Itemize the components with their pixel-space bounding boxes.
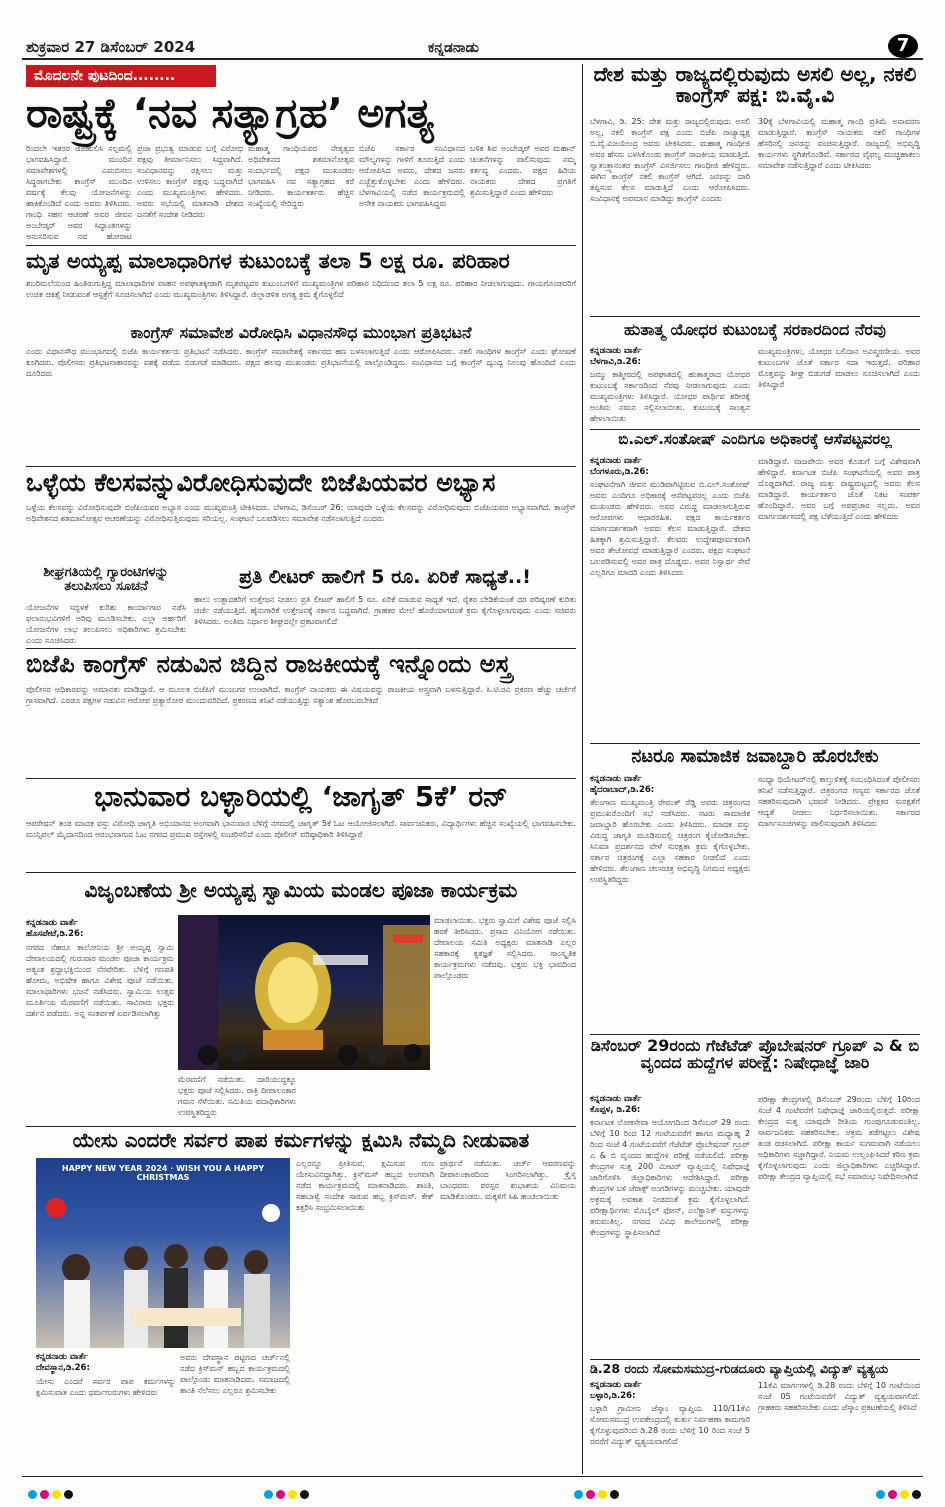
article-text: ಪೊಲೀಸರ ಅಧಿಕಾರವನ್ನು ಅಮಾನತು ಮಾಡಿದ್ದಾರೆ. ಆ ಮೂಲಕ ಬಿಜೆಪಿಗೆ ಮುಜುಗರ ಉಂಟಾಗಿದೆ. ಕಾಂಗ್ರೆಸ್ ನಾಯಕರು ಈ ವಿಷಯವನ್ನು ರಾಜಕೀಯ ಅಸ್ತ್ರವಾಗಿ ಬಳಸುತ್ತಿದ್ದಾರೆ. ಸಿ.ಟಿ.ರವಿ ಪ್ರಕರಣ ಹೆಚ್ಚು ಚರ್ಚೆಗೆ ಗ್ರಾಸವಾಗಿದೆ. ಎರಡೂ ಪಕ್ಷಗಳ ನಡುವಿನ ಆರೋಪ ಪ್ರತ್ಯಾರೋಪ ಮುಂದುವರಿದಿದೆ. ಪ್ರಕರಣದ ತನಿಖೆ ನಡೆಯುತ್ತಿದ್ದು ಸತ್ಯಾಂಶ ಹೊರಬರಬೇಕಿದೆ xyxy=(26,685,576,705)
christmas-illustration xyxy=(36,1158,290,1348)
registration-dot xyxy=(912,1490,921,1499)
registration-dot xyxy=(40,1490,49,1499)
divider xyxy=(590,1034,920,1035)
article-text: ರಿಂದಲೇ ಇತರರ ಜಿಜಿಹುಲಿಸಿ ಸಲ್ಪಮಲ್ಲಿ ಭಾಗವಹಿಸಿದ್ದಾರೆ. ಮುಂದಿನ ಸಮಾವೇಶಗಳಲ್ಲಿ ಎಮಬಿಸಲು ಸಿದ್ಧರಾಗಬೇಕು ಕಾಂಗ್ರೆಸ್ ಮುಂದಿನ ವರ್ಷಕ್ಕೆ ಕೆಲವು ಯೋಜನೆಗಳನ್ನು ಹಾಕಿಕೊಂಡಿದೆ ಎಂದು ಅವರು ತಿಳಿಸಿದರು. ಗಾಂಧಿ ಸಹನ ಆಚರಣೆ ಅವರ ಜೀವನ ಅಂಬೇಡ್ಕರ್ ಅವರ ಸಿದ್ಧಾಂತಗಳನ್ನು ಅನುಸರಿಸುವ ನವ ಹೋರಾಟ xyxy=(26,144,132,241)
headline-guarantees: ಶೀಘ್ರಗತಿಯಲ್ಲಿ ಗ್ಯಾರಂಟಿಗಳನ್ನು ತಲುಪಿಸಲು ಸೂಚನೆ xyxy=(43,565,169,594)
article-text: ಕರ್ನಾಟಕ ಲೋಕಸೇವಾ ಆಯೋಗದಿಂದ ಡಿಸೆಂಬರ್ 29 ರಂದು ಬೆಳಿಗ್ಗೆ 10 ರಿಂದ 12 ಗಂಟೆಯವರೆಗೆ ಹಾಗೂ ಮಧ್ಯಾಹ್ನ 2 ರಿಂದ ಸಂಜೆ 4 ಗಂಟೆಯವರೆಗೆ ಗೆಜೆಟೆಡ್ ಪ್ರೊಬೇಷನರ್ ಗ್ರೂಪ್ ಎ & ಬಿ ವೃಂದದ ಹುದ್ದೆಗಳ ಪರೀಕ್ಷೆ ನಡೆಯಲಿದೆ. ಪರೀಕ್ಷಾ ಕೇಂದ್ರಗಳ ಸುತ್ತ 200 ಮೀಟರ್ ವ್ಯಾಪ್ತಿಯಲ್ಲಿ ನಿಷೇಧಾಜ್ಞೆ ಜಾರಿಗೊಳಿಸಿ ಜಿಲ್ಲಾಧಿಕಾರಿಗಳು ಆದೇಶಿಸಿದ್ದಾರೆ. ಪರೀಕ್ಷಾ ಕೇಂದ್ರಗಳ ಬಳಿ ಜೆರಾಕ್ಸ್ ಅಂಗಡಿಗಳನ್ನು ಮುಚ್ಚಬೇಕು. ಯಾವುದೇ ಅಕ್ರಮಕ್ಕೆ ಅವಕಾಶ ನೀಡದಂತೆ ಕ್ರಮ ಕೈಗೊಳ್ಳಲಾಗಿದೆ. ಪರೀಕ್ಷಾರ್ಥಿಗಳು ಮೊಬೈಲ್ ಫೋನ್, ಎಲೆಕ್ಟ್ರಾನಿಕ್ ವಸ್ತುಗಳನ್ನು ತರುವಂತಿಲ್ಲ. ನಗರದ ವಿವಿಧ ಕಾಲೇಜುಗಳಲ್ಲಿ ಪರೀಕ್ಷಾ ಕೇಂದ್ರಗಳನ್ನು ಸ್ಥಾಪಿಸಲಾಗಿದೆ xyxy=(590,1118,750,1237)
headline-mandala-pooja: ವಿಜೃಂಬಣೆಯ ಶ್ರೀ ಅಯ್ಯಪ್ಪ ಸ್ವಾಮಿಯ ಮಂಡಲ ಪೂಜಾ ಕಾರ್ಯಕ್ರಮ xyxy=(84,878,518,902)
article-text: ಪ್ರಾರ್ಥನೆ ನಡೆಯಿತು. ಚರ್ಚ್ ಆವರಣವನ್ನು ದೀಪಾಲಂಕಾರದಿಂದ ಸಿಂಗರಿಸಲಾಗಿತ್ತು. ಕ್ರೈಸ್ತ ಬಾಂಧವರು ಪರಸ್ಪರ ಶುಭಾಶಯ ವಿನಿಮಯ ಮಾಡಿಕೊಂಡರು. ಮಕ್ಕಳಿಗೆ ಸಿಹಿ ಹಂಚಲಾಯಿತು xyxy=(440,1159,576,1201)
headline-protest: ಕಾಂಗ್ರೆಸ್ ಸಮಾವೇಶ ವಿರೋಧಿಸಿ ವಿಧಾನಸೌಧ ಮುಂಭಾಗ ಪ್ರತಿಭಟನೆ xyxy=(130,323,472,342)
article-text: ಎಲ್ಲರನ್ನೂ ಪ್ರೀತಿಸುವ, ಕ್ಷಮಿಸುವ ಗುಣ ಯೇಸುವಿನದ್ದಾಗಿತ್ತು. ಕ್ರಿಸ್‌ಮಸ್ ಹಬ್ಬದ ಅಂಗವಾಗಿ ನಡೆದ ಕಾರ್ಯಕ್ರಮದಲ್ಲಿ ಮಾತನಾಡಿದರು. ಶಾಂತಿ, ಸಹಬಾಳ್ವೆ ಸಂದೇಶ ಸಾರುವ ಹಬ್ಬ ಕ್ರಿಸ್‌ಮಸ್. ಕೇಕ್ ಕತ್ತರಿಸಿ ಸಂಭ್ರಮಿಸಲಾಯಿತು xyxy=(296,1159,434,1212)
registration-dot xyxy=(52,1490,61,1499)
newspaper-name: ಕನ್ನಡನಾಡು xyxy=(428,40,479,56)
article-text: ಯೇಸು ಎಂದರೆ ಸರ್ವರ ಪಾಪ ಕರ್ಮಗಳನ್ನು ಕ್ಷಮಿಸುವಾತ ಎಂದು ಧರ್ಮಗುರುಗಳು ಹೇಳಿದರು xyxy=(36,1377,176,1397)
headline-bl-santhosh: ಬಿ.ಎಲ್.ಸಂತೋಷ್ ಎಂದಿಗೂ ಅಧಿಕಾರಕ್ಕೆ ಆಸೆಪಟ್ಟವರಲ್ಲ xyxy=(618,430,892,448)
masthead-rule xyxy=(22,58,923,60)
article-text: ಪರೀಕ್ಷಾ ಕೇಂದ್ರಗಳಲ್ಲಿ ಡಿಸೆಂಬರ್ 29ರಂದು ಬೆಳಿಗ್ಗೆ 10ರಿಂದ ಸಂಜೆ 4 ಗಂಟೆವರೆಗೆ ನಿಷೇಧಾಜ್ಞೆ ಜಾರಿಯಲ್ಲಿರುತ್ತದೆ. ಪರೀಕ್ಷಾ ಕೇಂದ್ರದ ಸುತ್ತ ಯಾವುದೇ ರೀತಿಯ ಗುಂಪುಗೂಡುವಂತಿಲ್ಲ. ಸಾರ್ವಜನಿಕರು ಸಹಕರಿಸಬೇಕು. ಅಕ್ರಮ ತಡೆಗಟ್ಟಲು ವಿಶೇಷ ತಂಡ ರಚಿಸಲಾಗಿದೆ. ಪರೀಕ್ಷಾ ಕಾರ್ಯ ಸುಗಮವಾಗಿ ನಡೆಯಲು ಅಧಿಕಾರಿಗಳು ಸಜ್ಜಾಗಿದ್ದಾರೆ. ನಿಯಮ ಉಲ್ಲಂಘಿಸಿದರೆ ಕಠಿಣ ಕ್ರಮ ಕೈಗೊಳ್ಳಲಾಗುವುದು ಎಂದು ಜಿಲ್ಲಾಧಿಕಾರಿಗಳು ಎಚ್ಚರಿಸಿದ್ದಾರೆ. ಪರೀಕ್ಷಾ ಕೇಂದ್ರದ ವ್ಯಾಪ್ತಿಯಲ್ಲಿ ಸಭೆ ಸಮಾರಂಭ ನಿಷೇಧಿಸಲಾಗಿದೆ xyxy=(758,1095,920,1181)
article-text: ಜಮ್ಮು ಕಾಶ್ಮೀರದಲ್ಲಿ ಅಪಘಾತದಲ್ಲಿ ಹುತಾತ್ಮರಾದ ಯೋಧರ ಕುಟುಂಬಕ್ಕೆ ಸರ್ಕಾರದಿಂದ ನೆರವು ನೀಡಲಾಗುವುದು ಎಂದು ಮುಖ್ಯಮಂತ್ರಿಗಳು ತಿಳಿಸಿದ್ದಾರೆ. ಯೋಧರ ಪಾರ್ಥಿವ ಶರೀರಕ್ಕೆ ಅಂತಿಮ ನಮನ ಸಲ್ಲಿಸಲಾಯಿತು. ಕುಟುಂಬಕ್ಕೆ ಸಾಂತ್ವನ ಹೇಳಲಾಯಿತು xyxy=(590,370,750,423)
registration-dot xyxy=(28,1490,37,1499)
article-text: ಅವರು ದೇವಸ್ಥಾನ ಪಟ್ಟಣದ ಚರ್ಚ್‌ನಲ್ಲಿ ನಡೆದ ಕ್ರಿಸ್‌ಮಸ್ ಹಬ್ಬದ ಕಾರ್ಯಕ್ರಮದಲ್ಲಿ ಪಾಲ್ಗೊಂಡು ಮಾತನಾಡಿದರು. ಸಮಾಜದಲ್ಲಿ ಶಾಂತಿ ನೆಲೆಸಲು ಎಲ್ಲರೂ ಶ್ರಮಿಸಬೇಕು xyxy=(180,1353,290,1395)
registration-dot xyxy=(574,1490,583,1499)
article-text: ಮಾಡಲಾಯಿತು. ಭಕ್ತರು ಸ್ವಾಮಿಗೆ ವಿಶೇಷ ಪೂಜೆ ಸಲ್ಲಿಸಿ ಹರಕೆ ತೀರಿಸಿದರು. ಪ್ರಸಾದ ವಿನಿಯೋಗ ನಡೆಯಿತು. ದೇವಾಲಯ ಸಮಿತಿ ಅಧ್ಯಕ್ಷರು ಮಾತನಾಡಿ ಎಲ್ಲರ ಸಹಕಾರಕ್ಕೆ ಕೃತಜ್ಞತೆ ಸಲ್ಲಿಸಿದರು. ಸಾಂಸ್ಕೃತಿಕ ಕಾರ್ಯಕ್ರಮಗಳು ನಡೆದವು. ಭಕ್ತರು ಭಕ್ತಿ ಭಾವದಿಂದ ಪಾಲ್ಗೊಂಡರು xyxy=(434,916,576,980)
registration-dot xyxy=(586,1490,595,1499)
article-text: ಬೆಳಗಾವಿ, ಡಿ. 25: ದೇಶ ಮತ್ತು ರಾಜ್ಯದಲ್ಲಿರುವುದು ಅಸಲಿ ಅಲ್ಲ, ನಕಲಿ ಕಾಂಗ್ರೆಸ್ ಪಕ್ಷ ಎಂದು ಬಿಜೆಪಿ ರಾಜ್ಯಾಧ್ಯಕ್ಷ ಬಿ.ವೈ.ವಿಜಯೇಂದ್ರ ಅವರು ಟೀಕಿಸಿದರು. ಮಹಾತ್ಮ ಗಾಂಧೀಜಿ ಅವರ ಹೆಸರು ಬಳಸಿಕೊಂಡು ಕಾಂಗ್ರೆಸ್ ರಾಜಕೀಯ ಮಾಡುತ್ತಿದೆ. ಸ್ವಾತಂತ್ರ್ಯಾನಂತರ ಕಾಂಗ್ರೆಸ್ ವಿಸರ್ಜಿಸಲು ಗಾಂಧೀಜಿ ಹೇಳಿದ್ದರು. ಈಗಿನ ಕಾಂಗ್ರೆಸ್ ನಕಲಿ ಕಾಂಗ್ರೆಸ್ ಆಗಿದೆ. ಜನರನ್ನು ದಾರಿ ತಪ್ಪಿಸುವ ಕೆಲಸ ಮಾಡುತ್ತಿದೆ ಎಂದು ಆರೋಪಿಸಿದರು. ಸಂವಿಧಾನಕ್ಕೆ ಅಪಮಾನ ಮಾಡಿದ್ದು ಕಾಂಗ್ರೆಸ್ ಎಂದರು xyxy=(590,117,750,203)
article-text: ಮೆರವಣಿಗೆ ನಡೆಯಿತು. ದಾರಿಯುದ್ದಕ್ಕೂ ಭಕ್ತರು ಪೂಜೆ ಸಲ್ಲಿಸಿದರು. ರಾತ್ರಿ ದೀಪಾಲಂಕಾರ ಗಮನ ಸೆಳೆಯಿತು. ಸಮಿತಿಯ ಪದಾಧಿಕಾರಿಗಳು ಉಪಸ್ಥಿತರಿದ್ದರು xyxy=(178,1075,296,1117)
article-text: ಹಾಲು ಉತ್ಪಾದಕರಿಗೆ ಉತ್ತೇಜನ ನೀಡಲು ಪ್ರತಿ ಲೀಟರ್ ಹಾಲಿಗೆ 5 ರೂ. ಏರಿಕೆ ಮಾಡುವ ಸಾಧ್ಯತೆ ಇದೆ. ರೈತರ ಬೇಡಿಕೆಯಂತೆ ದರ ಪರಿಷ್ಕರಣೆ ಕುರಿತು ಚರ್ಚೆ ನಡೆಯುತ್ತಿದೆ. ಹೈನುಗಾರಿಕೆ ಉತ್ತೇಜನಕ್ಕೆ ಸರ್ಕಾರ ಬದ್ಧವಾಗಿದೆ. ಗ್ರಾಹಕರ ಮೇಲೆ ಹೊರೆಯಾಗದಂತೆ ಕ್ರಮ ಕೈಗೊಳ್ಳಲಾಗುವುದು ಎಂದು ಸಚಿವರು ತಿಳಿಸಿದರು. ಅಂತಿಮ ನಿರ್ಧಾರ ಶೀಘ್ರದಲ್ಲೇ ಪ್ರಕಟವಾಗಲಿದೆ xyxy=(194,595,576,626)
photo-ayyappa-procession xyxy=(178,915,430,1070)
photo-christmas-event xyxy=(36,1158,290,1348)
divider xyxy=(590,1359,920,1360)
headline-jagruth-run: ಭಾನುವಾರ ಬಳ್ಳಾರಿಯಲ್ಲಿ ‘ಜಾಗೃತ್ 5ಕೆ’ ರನ್ xyxy=(94,780,508,813)
byline-source: ಕನ್ನಡನಾಡು ವಾರ್ತೆ xyxy=(590,456,642,466)
byline-place: ದೇವಸ್ಥಾನ,ಡಿ.26: xyxy=(36,1363,90,1373)
article-text: ನಗರದ ನೆಹರೂ ಕಾಲೋನಿಯ ಶ್ರೀ ಅಯ್ಯಪ್ಪ ಸ್ವಾಮಿ ದೇವಾಲಯದಲ್ಲಿ ಗುರುವಾರ ಮಂಡಲ ಪೂಜಾ ಕಾರ್ಯಕ್ರಮ ಅತ್ಯಂತ ಶ್ರದ್ಧಾಭಕ್ತಿಯಿಂದ ನೆರವೇರಿತು. ಬೆಳಿಗ್ಗೆ ಗಣಪತಿ ಹೋಮ, ಅಭಿಷೇಕ ಹಾಗೂ ವಿಶೇಷ ಪೂಜೆ ನಡೆಯಿತು. ಮಾಲಾಧಾರಿಗಳು ಭಜನೆ ನಡೆಸಿದರು. ಸ್ವಾಮಿಯ ಉತ್ಸವ ಮೂರ್ತಿಯ ಮೆರವಣಿಗೆ ನಡೆಯಿತು. ಸಾವಿರಾರು ಭಕ್ತರು ದರ್ಶನ ಪಡೆದರು. ಅನ್ನ ಸಂತರ್ಪಣೆ ಏರ್ಪಡಿಸಲಾಗಿತ್ತು xyxy=(26,943,174,1018)
registration-dot xyxy=(288,1490,297,1499)
article-text: ಸಂಘಟನೆಗಾಗಿ ಜೀವನ ಮುಡಿಪಾಗಿಟ್ಟಿರುವ ಬಿ.ಎಲ್.ಸಂತೋಷ್ ಅವರು ಎಂದಿಗೂ ಅಧಿಕಾರಕ್ಕೆ ಆಸೆಪಟ್ಟವರಲ್ಲ ಎಂದು ಬಿಜೆಪಿ ಮುಖಂಡರು ಹೇಳಿದರು. ಅವರ ವಿರುದ್ಧ ಮಾಡಲಾಗುತ್ತಿರುವ ಆರೋಪಗಳು ಆಧಾರರಹಿತ. ಪಕ್ಷದ ಕಾರ್ಯಕರ್ತರ ಮಾರ್ಗದರ್ಶಕರಾಗಿ ಅವರು ಕೆಲಸ ಮಾಡುತ್ತಿದ್ದಾರೆ. ದೇಶದ ಹಿತಕ್ಕಾಗಿ ಶ್ರಮಿಸುತ್ತಿದ್ದಾರೆ. ಕೆಲವರು ಉದ್ದೇಶಪೂರ್ವಕವಾಗಿ ಅವರ ತೇಜೋವಧೆ ಮಾಡುತ್ತಿದ್ದಾರೆ ಎಂದರು. ಪಕ್ಷದ ಸಂಘಟನೆ ಬಲಪಡಿಸುವಲ್ಲಿ ಅವರ ಪಾತ್ರ ದೊಡ್ಡದು. ಅವರ ನಿಸ್ವಾರ್ಥ ಸೇವೆ ಎಲ್ಲರಿಗೂ ಮಾದರಿ ಎಂದು ತಿಳಿಸಿದರು xyxy=(590,480,750,577)
byline-place: ಹೊಸಪೇಟೆ,ಡಿ.26: xyxy=(26,929,84,939)
byline-place: ಬಳ್ಳಾರಿ,ಡಿ.26: xyxy=(590,1391,636,1401)
issue-date: ಶುಕ್ರವಾರ 27 ಡಿಸೆಂಬರ್ 2024 xyxy=(26,38,196,56)
event-banner-text: HAPPY NEW YEAR 2024 · WISH YOU A HAPPY CHRISTMAS xyxy=(61,1164,265,1182)
article-text: ಸಂಧ್ಯಾ ಥಿಯೇಟರ್‌ನಲ್ಲಿ ಕಾಲ್ತುಳಿತಕ್ಕೆ ಸಂಬಂಧಿಸಿದಂತೆ ಪೊಲೀಸರು ತನಿಖೆ ನಡೆಸುತ್ತಿದ್ದಾರೆ. ಚಿತ್ರರಂಗದ ಗಣ್ಯರು ಸರ್ಕಾರದ ಜೊತೆ ಸಹಕರಿಸುವುದಾಗಿ ಭರವಸೆ ನೀಡಿದರು. ಪ್ರೇಕ್ಷಕರ ಸುರಕ್ಷತೆಗೆ ಆದ್ಯತೆ ನೀಡಲು ನಿರ್ಧರಿಸಲಾಯಿತು. ಸರ್ಕಾರದ ಮಾರ್ಗಸೂಚಿಗಳನ್ನು ಪಾಲಿಸುವುದಾಗಿ ತಿಳಿಸಿದರು xyxy=(758,775,920,828)
divider xyxy=(26,1126,576,1127)
article-text: ಯೋಜನೆಗಳ ಸದ್ಬಳಕೆ ಕುರಿತು ಕಾರ್ಯಾಗಾರ ನಡೆಸಿ ಫಲಾನುಭವಿಗಳಿಗೆ ಅರಿವು ಮೂಡಿಸಬೇಕು. ಎಲ್ಲಾ ಅರ್ಹರಿಗೆ ಯೋಜನೆಗಳ ಲಾಭ ತಲುಪಿಸಲು ಅಧಿಕಾರಿಗಳು ಶ್ರಮಿಸಬೇಕು ಎಂದು ಸೂಚಿಸಿದರು xyxy=(26,603,186,645)
headline-power-outage: ಡಿ.28 ರಂದು ಸೋಮಸಮುದ್ರ-ಗುಡದೂರು ವ್ಯಾಪ್ತಿಯಲ್ಲಿ ವಿದ್ಯುತ್ ವ್ಯತ್ಯಯ xyxy=(590,1361,889,1376)
byline-source: ಕನ್ನಡನಾಡು ವಾರ್ತೆ xyxy=(590,774,642,784)
article-text: ಶಬರಿಮಲೆಯಿಂದ ಹಿಂತಿರುಗುತ್ತಿದ್ದ ಮಾಲಾಧಾರಿಗಳ ವಾಹನ ಅಪಘಾತಕ್ಕೀಡಾಗಿ ಮೃತಪಟ್ಟವರ ಕುಟುಂಬಗಳಿಗೆ ಮುಖ್ಯಮಂತ್ರಿಗಳ ಪರಿಹಾರ ನಿಧಿಯಿಂದ ತಲಾ 5 ಲಕ್ಷ ರೂ. ಪರಿಹಾರ ನೀಡಲಾಗುವುದು. ಗಾಯಗೊಂಡವರಿಗೆ ಉಚಿತ ಚಿಕಿತ್ಸೆ ನೀಡುವಂತೆ ಆಸ್ಪತ್ರೆಗೆ ಸೂಚಿಸಲಾಗಿದೆ ಎಂದು ಮುಖ್ಯಮಂತ್ರಿಗಳು ತಿಳಿಸಿದ್ದಾರೆ. ಜಿಲ್ಲಾಡಳಿತ ಅಗತ್ಯ ಕ್ರಮ ಕೈಗೊಳ್ಳಲಿದೆ xyxy=(26,279,576,299)
headline-political-weapon: ಬಿಜೆಪಿ ಕಾಂಗ್ರೆಸ್ ನಡುವಿನ ಜಿದ್ದಿನ ರಾಜಕೀಯಕ್ಕೆ ಇನ್ನೊಂದು ಅಸ್ತ್ರ xyxy=(26,650,512,678)
headline-milk-price: ಪ್ರತಿ ಲೀಟರ್ ಹಾಲಿಗೆ 5 ರೂ. ಏರಿಕೆ ಸಾಧ್ಯತೆ..! xyxy=(239,566,531,588)
procession-illustration xyxy=(178,915,430,1070)
divider xyxy=(590,316,920,317)
registration-dot xyxy=(300,1490,309,1499)
byline-source: ಕನ್ನಡನಾಡು ವಾರ್ತೆ xyxy=(590,1094,642,1104)
article-text: 30ಕ್ಕೆ ಬೆಳಗಾವಿಯಲ್ಲಿ ಮಹಾತ್ಮ ಗಾಂಧಿ ಪ್ರತಿಮೆ ಅನಾವರಣ ಮಾಡುತ್ತಿದ್ದಾರೆ. ಕಾಂಗ್ರೆಸ್ ನಾಯಕರು ನಕಲಿ ಗಾಂಧಿಗಳ ಹೆಸರಿನಲ್ಲಿ ಜನರನ್ನು ವಂಚಿಸುತ್ತಿದ್ದಾರೆ. ರಾಜ್ಯದಲ್ಲಿ ಅಭಿವೃದ್ಧಿ ಕಾರ್ಯಗಳು ಸ್ಥಗಿತಗೊಂಡಿವೆ. ಸರ್ಕಾರದ ವೈಫಲ್ಯ ಮುಚ್ಚಿಹಾಕಲು ಸಮಾವೇಶ ನಡೆಸುತ್ತಿದ್ದಾರೆ ಎಂದು ಟೀಕಿಸಿದರು xyxy=(758,117,920,170)
divider xyxy=(26,778,576,779)
headline-bjp-habit: ಒಳ್ಳೆಯ ಕೆಲಸವನ್ನುವಿರೋಧಿಸುವುದೇ ಬಿಜೆಪಿಯವರ ಅಭ್ಯಾಸ xyxy=(26,468,496,497)
article-text: ಬಳಿಕ ಶಿವ ಅಂಬೇಡ್ಕರ್ ಅವರ ಮಹಾನ್ ಚಿಂತನೆಗಳನ್ನು ಪಾಲಿಸುವುದು ನಮ್ಮ ಕರ್ತವ್ಯ ಎಂದರು. ಪಕ್ಷದ ಹಿರಿಯ ನಾಯಕರು ದೇಶದ ಪ್ರಗತಿಗೆ ಶ್ರಮಿಸುತ್ತಿದ್ದಾರೆ ಎಂದು ಹೇಳಿದರು xyxy=(470,144,576,197)
byline-source: ಕನ್ನಡನಾಡು ವಾರ್ತೆ xyxy=(590,346,642,356)
article-text: 11ಕೆವಿ ಮಾರ್ಗಗಳಲ್ಲಿ ಡಿ.28 ರಂದು ಬೆಳಿಗ್ಗೆ 10 ಗಂಟೆಯಿಂದ ಸಂಜೆ 05 ಗಂಟೆಯವರೆಗೆ ವಿದ್ಯುತ್ ವ್ಯತ್ಯಯವಾಗಲಿದೆ. ಗ್ರಾಹಕರು ಸಹಕರಿಸಬೇಕು ಎಂದು ಜೆಸ್ಕಾಂ ಪ್ರಕಟಣೆಯಲ್ಲಿ ತಿಳಿಸಿದೆ xyxy=(758,1381,920,1412)
registration-dot xyxy=(276,1490,285,1499)
byline-source: ಕನ್ನಡನಾಡು ವಾರ್ತೆ xyxy=(36,1352,88,1362)
article-text: ಮಾಡಿದ್ದಾರೆ. ವಾಜಪೇಯಿ ಅವರ ಕೊಡುಗೆ ಬಗ್ಗೆ ವಿಶೇಷವಾಗಿ ಹೇಳಿದ್ದಾರೆ. ಕರ್ನಾಟಕ ಬಿಜೆಪಿ ಸಂಘಟನೆಯಲ್ಲಿ ಅವರ ಪಾತ್ರ ದೊಡ್ಡದಾಗಿದೆ. ರಾಜ್ಯ ಮತ್ತು ರಾಷ್ಟ್ರಮಟ್ಟದಲ್ಲಿ ಅವರು ಕೆಲಸ ಮಾಡಿದ್ದಾರೆ. ಕಾರ್ಯಕರ್ತರ ಜೊತೆ ನಿಕಟ ಸಂಪರ್ಕ ಹೊಂದಿದ್ದಾರೆ. ಅವರ ಬಗ್ಗೆ ಅಪಪ್ರಚಾರ ಸಲ್ಲದು. ಅವರ ಮಾರ್ಗದರ್ಶನದಲ್ಲಿ ಪಕ್ಷ ಬೆಳೆಯುತ್ತಿದೆ ಎಂದು ಹೇಳಿದರು xyxy=(758,457,920,521)
byline-source: ಕನ್ನಡನಾಡು ವಾರ್ತೆ xyxy=(26,918,78,928)
headline-martyr-family: ಹುತಾತ್ಮ ಯೋಧರ ಕುಟುಂಬಕ್ಕೆ ಸರಕಾರದಿಂದ ನೆರವು xyxy=(624,320,886,339)
article-text: ಒಳ್ಳೆಯ ಕೆಲಸವನ್ನು ವಿರೋಧಿಸುವುದೇ ಬಿಜೆಪಿಯವರ ಅಭ್ಯಾಸ ಎಂದು ಮುಖ್ಯಮಂತ್ರಿ ಟೀಕಿಸಿದರು. ಬೆಳಗಾವಿ, ಡಿಸೆಂಬರ್ 26: ಯಾವುದೇ ಒಳ್ಳೆಯ ಕೆಲಸವನ್ನು ವಿರೋಧಿಸುವುದು ಬಿಜೆಪಿಯವರ ಅಭ್ಯಾಸವಾಗಿದೆ. ಕಾಂಗ್ರೆಸ್ ಅಧಿವೇಶನದ ಶತಮಾನೋತ್ಸವ ಆಚರಣೆಯನ್ನು ವಿರೋಧಿಸುತ್ತಿರುವುದು ಸರಿಯಲ್ಲ. ಸಂಘಟನೆ ಬಲಪಡಿಸಲು ಸಮಾವೇಶ ನಡೆಸಲಾಗುತ್ತಿದೆ ಎಂದರು xyxy=(26,503,576,523)
divider xyxy=(26,466,576,467)
registration-dot xyxy=(876,1490,885,1499)
masthead xyxy=(0,0,945,64)
article-text: ಪ್ರಜಾ ಪ್ರಭುತ್ವ ಮಾಡುವ ಬಗ್ಗೆ ವಿರೋಧ ಪಕ್ಷವು ತೀರ್ಮಾನಿಸಲು ಸಿದ್ಧವಾಗಿದೆ. ಸಂವಿಧಾನವನ್ನು ರಕ್ಷಿಸಲು ಮತ್ತು ಉಳಿಸಲು ಕಾಂಗ್ರೆಸ್ ಪಕ್ಷವು ಬದ್ಧವಾಗಿದೆ ಎಂದು ಮುಖ್ಯಮಂತ್ರಿಗಳು ಹೇಳಿದರು. ಅವರು ಸಭೆಯಲ್ಲಿ ಮಾತನಾಡಿ ದೇಶದ ಜನತೆಗೆ ಸಂದೇಶ ನೀಡಿದರು xyxy=(137,144,243,219)
byline-place: ಹೈದರಾಬಾದ್,ಡಿ.26: xyxy=(590,785,655,795)
registration-dot xyxy=(888,1490,897,1499)
article-text: ಬಳ್ಳಾರಿ ಗ್ರಾಮೀಣ ಜೆಸ್ಕಾಂ ವ್ಯಾಪ್ತಿಯ 110/11ಕೆವಿ ಸೋಮಸಮುದ್ರ ಉಪಕೇಂದ್ರದಲ್ಲಿ ತುರ್ತು ನಿರ್ವಹಣಾ ಕಾಮಗಾರಿ ಕೈಗೊಳ್ಳುವುದರಿಂದ ಡಿ.28 ರಂದು ಬೆಳಿಗ್ಗೆ 10 ರಿಂದ ಸಂಜೆ 5 ರವರೆಗೆ ವಿದ್ಯುತ್ ವ್ಯತ್ಯಯವಾಗಲಿದೆ xyxy=(590,1404,750,1446)
article-text: ಮುಖ್ಯಮಂತ್ರಿಗಳು, ಯೋಧರ ಬಲಿದಾನ ಅವಿಸ್ಮರಣೀಯ. ಅವರ ಕುಟುಂಬಗಳ ಜೊತೆ ಸರ್ಕಾರ ಸದಾ ಇರುತ್ತದೆ. ಪರಿಹಾರ ಮೊತ್ತವನ್ನು ಶೀಘ್ರ ಬಿಡುಗಡೆ ಮಾಡಲು ಸೂಚಿಸಲಾಗಿದೆ ಎಂದು ತಿಳಿಸಿದ್ದಾರೆ xyxy=(758,347,920,389)
page-number: 7 xyxy=(888,34,918,58)
headline-kpsc-exam: ಡಿಸೆಂಬರ್ 29ರಂದು ಗೆಜೆಟೆಡ್ ಪ್ರೊಬೇಷನರ್ ಗ್ರೂಪ್ ಎ & ಬಿ ವೃಂದದ ಹುದ್ದೆಗಳ ಪರೀಕ್ಷೆ: ನಿಷೇಧಾಜ್ಞೆ ಜಾರಿ xyxy=(590,1036,920,1072)
byline-source: ಕನ್ನಡನಾಡು ವಾರ್ತೆ xyxy=(590,1380,642,1390)
registration-dot xyxy=(64,1490,73,1499)
column-separator xyxy=(582,64,583,1474)
registration-dot xyxy=(900,1490,909,1499)
registration-dot xyxy=(610,1490,619,1499)
article-text: ಮಹಾತ್ಮ ಗಾಂಧಿಯವರ ನೇತೃತ್ವದ ಅಧಿವೇಶನದ ಶತಮಾನೋತ್ಸವ ಸಂದರ್ಭದಲ್ಲಿ ಪಕ್ಷದ ಮುಖಂಡರು ಭಾಗವಹಿಸಿ ನವ ಸತ್ಯಾಗ್ರಹದ ಕರೆ ನೀಡಿದರು. ಕಾರ್ಯಕರ್ತರು ಹೆಚ್ಚಿನ ಸಂಖ್ಯೆಯಲ್ಲಿ ಸೇರಿದ್ದರು xyxy=(248,144,354,208)
divider xyxy=(590,743,920,744)
byline-place: ಕೊಪ್ಪಳ, ಡಿ.26: xyxy=(590,1105,641,1115)
article-text: ಎಂದು ವಿಧಾನಸೌಧ ಮುಂಭಾಗದಲ್ಲಿ ಬಿಜೆಪಿ ಕಾರ್ಯಕರ್ತರು ಪ್ರತಿಭಟನೆ ನಡೆಸಿದರು. ಕಾಂಗ್ರೆಸ್ ಸಮಾವೇಶಕ್ಕೆ ಸರ್ಕಾರದ ಹಣ ಬಳಸಲಾಗುತ್ತಿದೆ ಎಂದು ಆರೋಪಿಸಿದರು. ನಕಲಿ ಗಾಂಧಿಗಳ ಕಾಂಗ್ರೆಸ್ ಎಂದು ಘೋಷಣೆ ಕೂಗಿದರು. ಪೊಲೀಸರು ಪ್ರತಿಭಟನಾಕಾರರನ್ನು ವಶಕ್ಕೆ ಪಡೆದು ಬಿಡುಗಡೆ ಮಾಡಿದರು. ಪಕ್ಷದ ಹಲವು ಮುಖಂಡರು ಪ್ರತಿಭಟನೆಯಲ್ಲಿ ಪಾಲ್ಗೊಂಡಿದ್ದರು. ಸಂವಿಧಾನದ ಬಗ್ಗೆ ಕಾಂಗ್ರೆಸ್ ದ್ವಂದ್ವ ನಿಲುವು ಹೊಂದಿದೆ ಎಂದು ದೂರಿದರು xyxy=(26,347,576,378)
headline-nava-satyagraha: ರಾಷ್ಟ್ರಕ್ಕೆ ‘ನವ ಸತ್ಯಾಗ್ರಹ’ ಅಗತ್ಯ xyxy=(26,89,434,137)
registration-dot xyxy=(598,1490,607,1499)
divider xyxy=(26,872,576,873)
byline-place: ಬೆಂಗಳೂರು,ಡಿ.26: xyxy=(590,467,649,477)
headline-jesus-christmas: ಯೇಸು ಎಂದರೇ ಸರ್ವರ ಪಾಪ ಕರ್ಮಗಳನ್ನು ಕ್ಷಮಿಸಿ ನೆಮ್ಮದಿ ನೀಡುವಾತ xyxy=(72,1128,530,1152)
footer-rule xyxy=(22,1476,923,1477)
headline-actors-responsibility: ನಟರೂ ಸಾಮಾಜಿಕ ಜವಾಬ್ದಾರಿ ಹೊರಬೇಕು xyxy=(631,746,879,767)
registration-dot xyxy=(264,1490,273,1499)
divider xyxy=(26,648,576,649)
headline-fake-congress: ದೇಶ ಮತ್ತು ರಾಜ್ಯದಲ್ಲಿರುವುದು ಅಸಲಿ ಅಲ್ಲ, ನಕಲಿ ಕಾಂಗ್ರೆಸ್ ಪಕ್ಷ: ಬಿ.ವೈ.ವಿ xyxy=(593,62,917,107)
section-tag: ಮೊದಲನೇ ಪುಟದಿಂದ........ xyxy=(26,65,216,87)
headline-ayyappa-compensation: ಮೃತ ಅಯ್ಯಪ್ಪ ಮಾಲಾಧಾರಿಗಳ ಕುಟುಂಬಕ್ಕೆ ತಲಾ 5 ಲಕ್ಷ ರೂ. ಪರಿಹಾರ xyxy=(26,249,510,273)
byline-place: ಬೆಳಗಾವಿ,ಡಿ.26: xyxy=(590,357,641,367)
article-text: ತೆಲಂಗಾಣ ಮುಖ್ಯಮಂತ್ರಿ ರೇವಂತ್ ರೆಡ್ಡಿ ಅವರು ಚಿತ್ರರಂಗದ ಪ್ರಮುಖರೊಂದಿಗೆ ಸಭೆ ನಡೆಸಿದರು. ನಟರು ಸಾಮಾಜಿಕ ಜವಾಬ್ದಾರಿ ಹೊರಬೇಕು ಎಂದು ತಿಳಿಸಿದರು. ಮಾದಕ ವಸ್ತು ವಿರುದ್ಧ ಜಾಗೃತಿ ಮೂಡಿಸುವಲ್ಲಿ ಚಿತ್ರರಂಗ ಕೈಜೋಡಿಸಬೇಕು. ಸಿನಿಮಾ ಪ್ರದರ್ಶನದ ವೇಳೆ ಸುರಕ್ಷತಾ ಕ್ರಮ ಕೈಗೊಳ್ಳಬೇಕು. ಸರ್ಕಾರ ಚಿತ್ರರಂಗಕ್ಕೆ ಎಲ್ಲಾ ಸಹಕಾರ ನೀಡಲಿದೆ ಎಂದು ಹೇಳಿದರು. ತೆಲಂಗಾಣ ಚಲನಚಿತ್ರ ಅಭಿವೃದ್ಧಿ ನಿಗಮದ ಅಧ್ಯಕ್ಷರು ಉಪಸ್ಥಿತರಿದ್ದರು xyxy=(590,798,750,884)
article-text: ಬಿಜೆಪಿ ಸರ್ಕಾರ ಸಂವಿಧಾನದ ಮೌಲ್ಯಗಳನ್ನು ಗಾಳಿಗೆ ತೂರುತ್ತಿದೆ ಎಂದು ಆರೋಪಿಸಿದ ಅವರು, ದೇಶದ ಜನರು ಎಚ್ಚೆತ್ತುಕೊಳ್ಳಬೇಕು ಎಂದು ಹೇಳಿದರು. ಬೆಳಗಾವಿಯಲ್ಲಿ ನಡೆದ ಕಾರ್ಯಕ್ರಮದಲ್ಲಿ ಅನೇಕ ನಾಯಕರು ಭಾಗವಹಿಸಿದ್ದರು xyxy=(359,144,465,208)
article-text: ಆಪರೇಷನ್ ತಂಡ ಮಾದಕ ವಸ್ತು ವಿರೋಧಿ ಜಾಗೃತಿ ಅಭಿಯಾನದ ಅಂಗವಾಗಿ ಭಾನುವಾರ ಬೆಳಿಗ್ಗೆ ನಗರದಲ್ಲಿ ಜಾಗೃತ್ 5ಕೆ ಓಟ ಆಯೋಜಿಸಲಾಗಿದೆ. ಸಾರ್ವಜನಿಕರು, ವಿದ್ಯಾರ್ಥಿಗಳು ಹೆಚ್ಚಿನ ಸಂಖ್ಯೆಯಲ್ಲಿ ಭಾಗವಹಿಸಬೇಕು. ಮುನ್ಸಿಪಲ್ ಮೈದಾನದಿಂದ ಆರಂಭವಾಗುವ ಓಟ ನಗರದ ಪ್ರಮುಖ ರಸ್ತೆಗಳಲ್ಲಿ ಸಂಚರಿಸಲಿದೆ ಎಂದು ಪೊಲೀಸ್ ವರಿಷ್ಠಾಧಿಕಾರಿ ತಿಳಿಸಿದ್ದಾರೆ xyxy=(26,819,576,839)
divider xyxy=(26,245,576,246)
